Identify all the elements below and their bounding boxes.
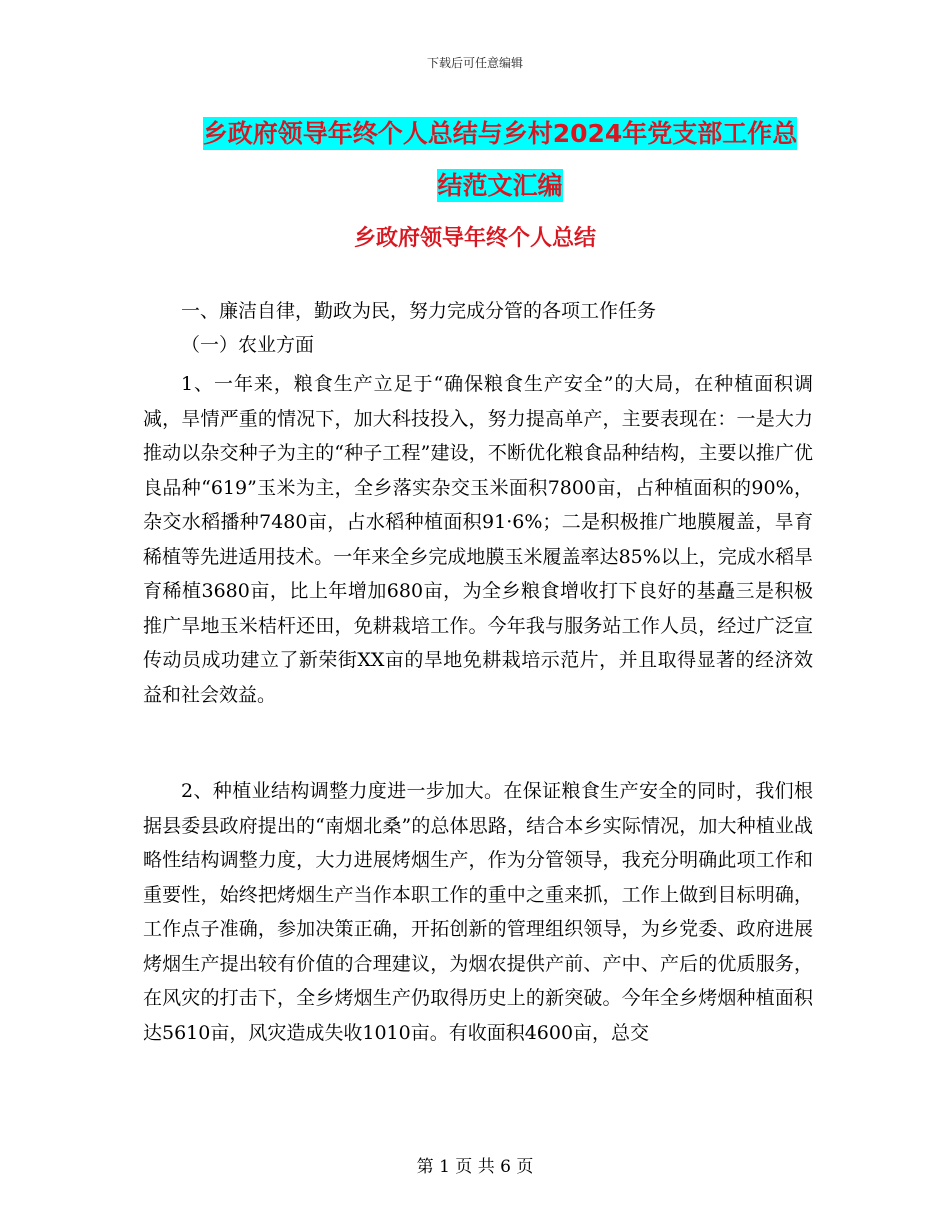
heading-level1: 一、廉洁自律，勤政为民，努力完成分管的各项工作任务: [181, 300, 657, 322]
document-title: [140, 108, 860, 212]
document-title-line2: 结范文汇编: [437, 171, 563, 200]
section-title: 乡政府领导年终个人总结: [353, 226, 596, 251]
header-note: 下载后可任意编辑: [426, 56, 523, 70]
body-paragraph: 2、种植业结构调整力度进一步加大。在保证粮食生产安全的同时，我们根据县委县政府提出的“南烟北桑”的总体思路，结合本乡实际情况，加大种植业战略性结构调整力度，大力进展烤烟生产，作为分管领导，我充分明确此项工作和重要性，始终把烤烟生产当作本职工作的重中之重来抓，工作上做到目标明确，工作点子准确，参加决策正确，开拓创新的管理组织领导，为乡党委、政府进展烤烟生产提出较有价值的合理建议，为烟农提供产前、产中、产后的优质服务，在风灾的打击下，全乡烤烟生产仍取得历史上的新突破。今年全乡烤烟种植面积达5610亩，风灾造成失收1010亩。有收面积4600亩，总交: [143, 780, 813, 1044]
page-number-footer: 第 1 页 共 6 页: [416, 1157, 534, 1177]
body-paragraph: 1、一年来，粮食生产立足于“确保粮食生产安全”的大局，在种植面积调减，旱情严重的情况下，加大科技投入，努力提高单产，主要表现在：一是大力推动以杂交种子为主的“种子工程”建设，不断优化粮食品种结构，主要以推广优良品种“619”玉米为主，全乡落实杂交玉米面积7800亩，占种植面积的90%，杂交水稻播种7480亩，占水稻种植面积91·6%；二是积极推广地膜履盖，旱育稀植等先进适用技术。一年来全乡完成地膜玉米履盖率达85%以上，完成水稻旱育稀植3680亩，比上年增加680亩，为全乡粮食增收打下良好的基矗三是积极推广旱地玉米桔杆还田，免耕栽培工作。今年我与服务站工作人员，经过广泛宣传动员成功建立了新荣街XX亩的旱地免耕栽培示范片，并且取得显著的经济效益和社会效益。: [143, 373, 813, 706]
document-title-line1: 乡政府领导年终个人总结与乡村2024年党支部工作总: [202, 119, 798, 148]
heading-level2: （一）农业方面: [181, 334, 315, 356]
